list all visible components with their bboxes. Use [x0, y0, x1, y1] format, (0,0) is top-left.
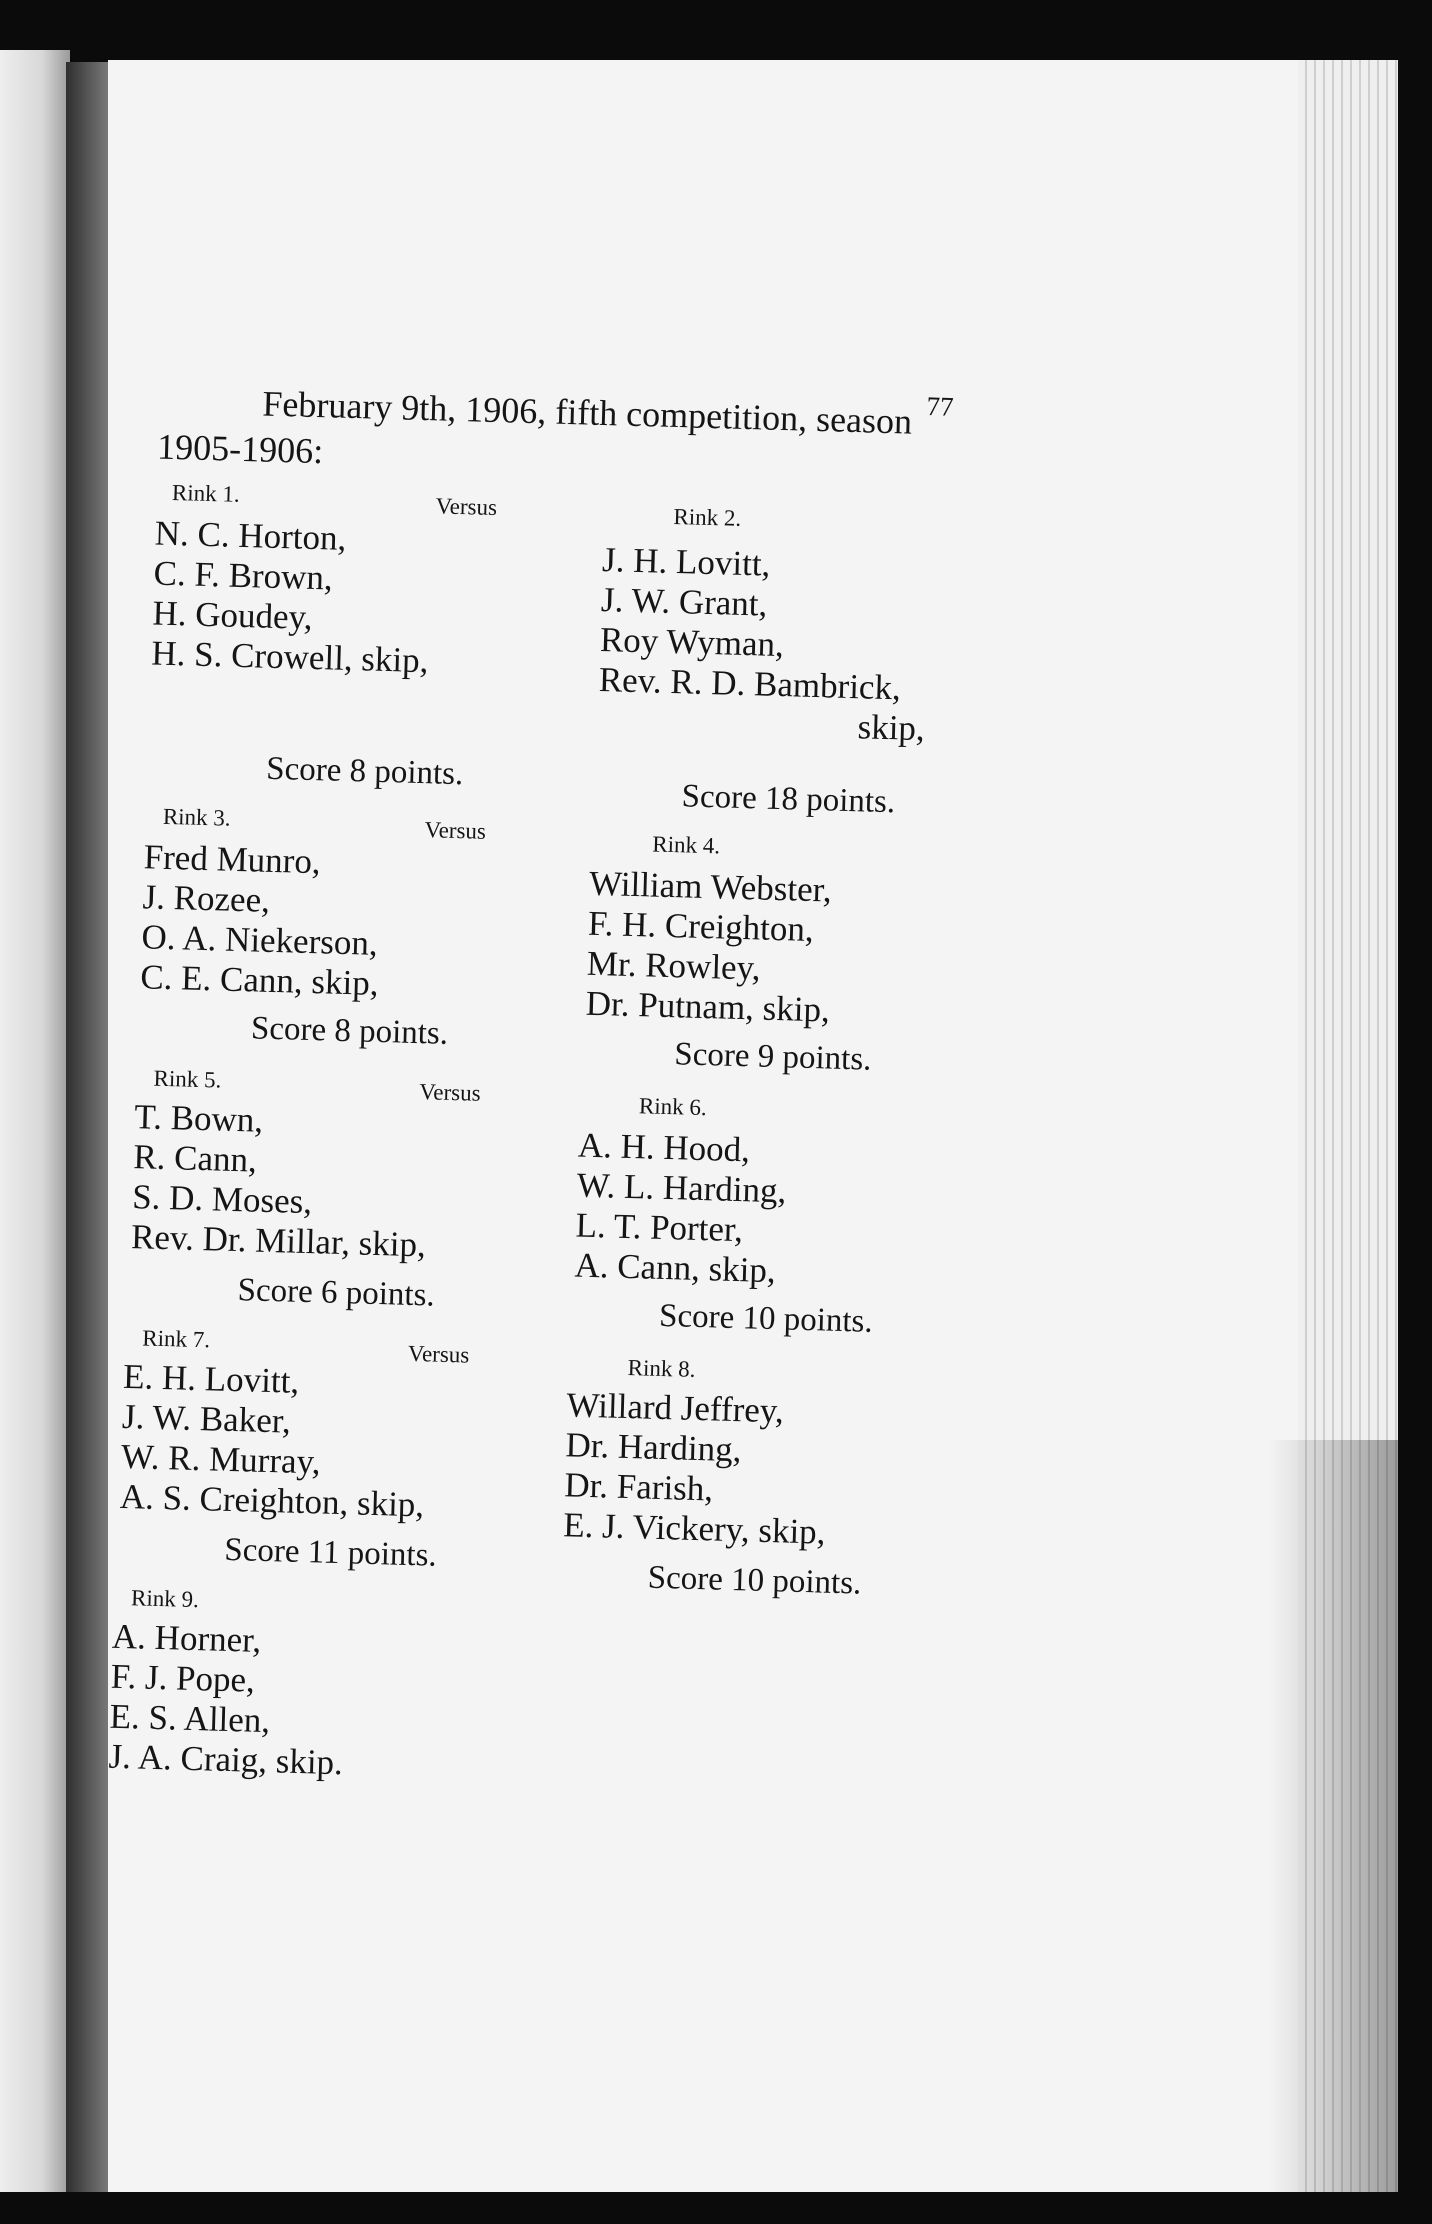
- rink-7-players: [119, 1357, 428, 1525]
- rink-6-score: Score 10 points.: [658, 1297, 874, 1340]
- player-name: H. S. Crowell, skip,: [150, 633, 430, 681]
- rink-3-label: Rink 3.: [162, 803, 231, 831]
- player-name: F. J. Pope,: [110, 1656, 256, 1700]
- book-page: [108, 60, 1398, 2192]
- versus-label: Versus: [435, 493, 498, 521]
- rink-8-label: Rink 8.: [627, 1355, 696, 1382]
- versus-label: Versus: [424, 817, 487, 844]
- player-name: Fred Munro,: [143, 837, 322, 882]
- rink-4-score: Score 9 points.: [673, 1036, 872, 1078]
- page-number: 77: [926, 390, 955, 422]
- player-name: A. Cann, skip,: [573, 1245, 777, 1291]
- player-name: William Webster,: [588, 863, 833, 910]
- rink-1-players: [151, 513, 432, 681]
- player-name: A. H. Hood,: [577, 1125, 751, 1170]
- rink-5-players: [131, 1097, 430, 1265]
- rink-4-players: [585, 864, 833, 1031]
- rink-7-score: Score 11 points.: [223, 1531, 438, 1574]
- player-name: E. S. Allen,: [109, 1696, 271, 1741]
- rink-5-label: Rink 5.: [153, 1065, 222, 1093]
- player-name: J. A. Craig, skip.: [108, 1736, 344, 1783]
- player-name: C. E. Cann, skip,: [139, 957, 380, 1003]
- rink-1-score: Score 8 points.: [265, 750, 464, 793]
- player-name: Roy Wyman,: [599, 619, 785, 665]
- player-name: N. C. Horton,: [154, 513, 347, 558]
- player-name: L. T. Porter,: [575, 1205, 744, 1250]
- heading-line-1: February 9th, 1906, fifth competition, season: [261, 383, 913, 442]
- rink-2-score: Score 18 points.: [681, 778, 896, 821]
- rink-8-players: [563, 1385, 830, 1552]
- player-name: Mr. Rowley,: [586, 943, 762, 988]
- player-name: A. S. Creighton, skip,: [119, 1476, 425, 1525]
- rink-9-players: [108, 1617, 347, 1783]
- rink-3-score: Score 8 points.: [250, 1010, 449, 1052]
- rink-7-label: Rink 7.: [141, 1325, 211, 1353]
- rink-6-players: [574, 1126, 788, 1292]
- player-name: J. W. Grant,: [600, 579, 768, 624]
- player-name: W. R. Murray,: [120, 1436, 322, 1482]
- rink-3-players: [140, 837, 383, 1004]
- competition-heading: [157, 378, 979, 493]
- player-name: J. Rozee,: [142, 877, 271, 920]
- player-name: skip,: [857, 707, 926, 749]
- rink-4-label: Rink 4.: [651, 831, 721, 859]
- player-name: J. W. Baker,: [121, 1396, 292, 1441]
- player-name: Rev. R. D. Bambrick,: [598, 659, 902, 708]
- rink-1-label: Rink 1.: [171, 479, 241, 507]
- page-shadow: [1268, 1440, 1398, 2192]
- versus-label: Versus: [418, 1079, 481, 1106]
- player-name: R. Cann,: [132, 1137, 258, 1180]
- player-name: O. A. Niekerson,: [140, 917, 379, 963]
- player-name: T. Bown,: [133, 1097, 264, 1140]
- player-name: Rev. Dr. Millar, skip,: [130, 1217, 427, 1265]
- heading-line-2: 1905-1906:: [156, 426, 324, 472]
- player-name: A. Horner,: [111, 1616, 262, 1660]
- player-name: E. J. Vickery, skip,: [562, 1505, 827, 1552]
- player-name: F. H. Creighton,: [587, 903, 815, 950]
- player-name: Dr. Harding,: [564, 1425, 742, 1470]
- player-name: E. H. Lovitt,: [122, 1356, 300, 1401]
- rink-8-score: Score 10 points.: [647, 1559, 862, 1602]
- player-name: J. H. Lovitt,: [601, 540, 771, 584]
- player-name: Dr. Putnam, skip,: [585, 983, 831, 1030]
- player-name: H. Goudey,: [152, 593, 314, 637]
- player-name: C. F. Brown,: [153, 553, 334, 598]
- rink-6-label: Rink 6.: [638, 1093, 708, 1121]
- page-text-block: [48, 60, 1287, 2224]
- rink-2-players: [597, 540, 930, 749]
- versus-label: Versus: [407, 1340, 470, 1368]
- rink-5-score: Score 6 points.: [237, 1272, 436, 1314]
- rink-2-label: Rink 2.: [673, 503, 742, 531]
- player-name: S. D. Moses,: [131, 1177, 313, 1222]
- rink-9-label: Rink 9.: [130, 1585, 200, 1613]
- player-name: Willard Jeffrey,: [566, 1385, 785, 1431]
- player-name: W. L. Harding,: [576, 1165, 787, 1211]
- player-name: Dr. Farish,: [563, 1465, 714, 1509]
